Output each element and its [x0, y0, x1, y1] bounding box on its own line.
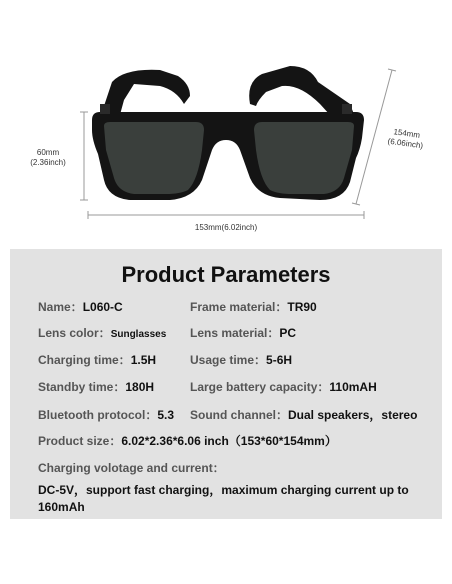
product-parameters-panel — [10, 249, 442, 519]
battery-value: 110mAH — [329, 380, 377, 394]
param-charging-voltage — [38, 461, 225, 475]
param-name — [38, 300, 123, 314]
voltage-value — [38, 482, 428, 516]
lens-material-label: Lens material： — [190, 326, 280, 340]
param-charging-time — [38, 353, 156, 367]
param-lens-color — [38, 326, 166, 342]
frame-label: Frame material： — [190, 300, 288, 314]
usage-time-value: 5-6H — [266, 353, 293, 367]
frame-value: TR90 — [287, 300, 317, 314]
left-lens — [104, 122, 204, 194]
param-battery-capacity — [190, 380, 377, 394]
charging-time-label: Charging time： — [38, 353, 131, 367]
param-lens-material — [190, 326, 296, 340]
battery-label: Large battery capacity： — [190, 380, 330, 394]
voltage-value-text: DC-5V，support fast charging，maximum charging current up to 160mAh — [38, 483, 409, 514]
lens-material-value: PC — [279, 326, 297, 340]
voltage-label: Charging volotage and current： — [38, 461, 225, 475]
lens-color-value: Sunglasses — [110, 329, 167, 340]
standby-label: Standby time： — [38, 380, 126, 394]
height-inch-text: (2.36inch) — [30, 158, 66, 167]
right-hinge — [342, 104, 352, 114]
right-lens — [254, 122, 354, 194]
length-mm-text: 154mm — [392, 127, 421, 140]
standby-value: 180H — [125, 380, 155, 394]
sound-label: Sound channel： — [190, 408, 289, 422]
param-product-size — [38, 434, 337, 448]
height-dimension-label — [24, 148, 72, 168]
param-frame-material — [190, 300, 317, 314]
width-dimension-label: 153mm(6.02inch) — [194, 223, 258, 232]
param-sound-channel — [190, 408, 417, 422]
usage-time-label: Usage time： — [190, 353, 267, 367]
lens-color-label: Lens color： — [38, 326, 111, 340]
bluetooth-label: Bluetooth protocol： — [38, 408, 158, 422]
param-usage-time — [190, 353, 292, 367]
sound-value: Dual speakers，stereo — [288, 408, 418, 422]
bluetooth-value: 5.3 — [157, 408, 175, 422]
sunglasses-image — [0, 0, 452, 248]
height-mm-text: 60mm — [36, 148, 60, 157]
charging-time-value: 1.5H — [130, 353, 157, 367]
length-inch-text: (6.06inch) — [387, 136, 424, 151]
size-value: 6.02*2.36*6.06 inch（153*60*154mm） — [121, 434, 337, 448]
name-value: L060-C — [82, 300, 123, 314]
size-label: Product size： — [38, 434, 122, 448]
name-label: Name： — [38, 300, 83, 314]
product-image-area — [0, 0, 452, 248]
panel-title: Product Parameters — [121, 262, 331, 287]
left-hinge — [100, 104, 110, 114]
param-bluetooth — [38, 408, 174, 422]
param-standby-time — [38, 380, 154, 394]
